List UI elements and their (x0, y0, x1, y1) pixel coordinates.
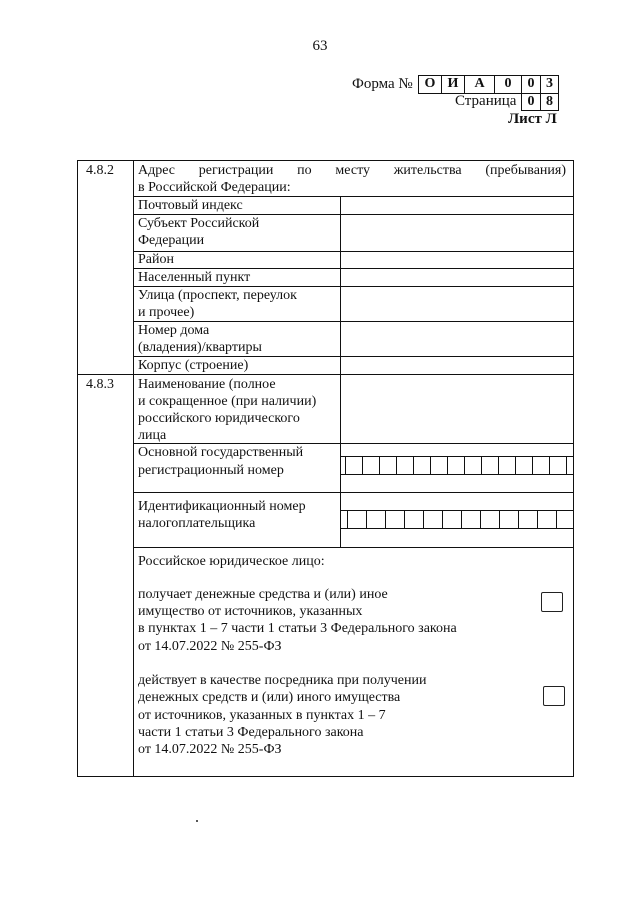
org-name-label: российского юридического (138, 411, 300, 426)
option-intermediary-text: денежных средств и (или) иного имущества (138, 690, 401, 705)
ogrn-label: регистрационный номер (138, 463, 284, 478)
inn-cell-divider (423, 510, 424, 528)
sheet-label: Лист Л (508, 111, 557, 127)
postal-code-field[interactable] (342, 197, 572, 213)
inn-cell-divider (499, 510, 500, 528)
inn-cell-divider (404, 510, 405, 528)
option-intermediary-text: от источников, указанных в пунктах 1 – 7 (138, 708, 386, 723)
option-receives-text: от 14.07.2022 № 255-ФЗ (138, 639, 282, 654)
ogrn-cell-divider (345, 456, 346, 474)
section-title-482-cont: в Российской Федерации: (138, 180, 291, 195)
option-receives-text: получает денежные средства и (или) иное (138, 587, 388, 602)
inn-cell-divider (366, 510, 367, 528)
option-intermediary-text: части 1 статьи 3 Федерального закона (138, 725, 364, 740)
receives-funds-checkbox[interactable] (541, 592, 563, 612)
inn-cell-divider (461, 510, 462, 528)
row-line (133, 492, 573, 493)
district-field[interactable] (342, 252, 572, 267)
option-intermediary-text: действует в качестве посредника при получении (138, 673, 427, 688)
row-line (340, 456, 573, 457)
form-code-cell: А (464, 75, 494, 94)
street-label: Улица (проспект, переулок (138, 288, 297, 303)
section-number-482: 4.8.2 (86, 163, 114, 178)
page-code-cell: 8 (540, 93, 559, 111)
form-code-cell: И (441, 75, 465, 94)
postal-code-label: Почтовый индекс (138, 198, 243, 213)
form-code-cell: 3 (540, 75, 559, 94)
inn-cell-divider (347, 510, 348, 528)
row-line (340, 510, 573, 511)
section-title-482: Адрес регистрации по месту жительства (пребывания) (138, 163, 566, 178)
section-number-483: 4.8.3 (86, 377, 114, 392)
ogrn-cell-divider (498, 456, 499, 474)
inn-cell-divider (518, 510, 519, 528)
table-right-border (573, 160, 574, 777)
page-label: Страница (455, 93, 517, 109)
ogrn-cell-divider (515, 456, 516, 474)
ogrn-cell-divider (447, 456, 448, 474)
intermediary-checkbox[interactable] (543, 686, 565, 706)
inn-cell-divider (556, 510, 557, 528)
locality-field[interactable] (342, 269, 572, 285)
org-name-field[interactable] (342, 376, 572, 442)
label-value-divider-482 (340, 196, 341, 374)
inn-label: Идентификационный номер (138, 499, 306, 514)
inn-cell-divider (480, 510, 481, 528)
ogrn-cell-divider (549, 456, 550, 474)
street-label-cont: и прочее) (138, 305, 195, 320)
org-name-label: и сокращенное (при наличии) (138, 394, 317, 409)
street-field[interactable] (342, 287, 572, 320)
ogrn-cell-divider (430, 456, 431, 474)
ogrn-label: Основной государственный (138, 445, 304, 460)
building-label: Корпус (строение) (138, 358, 249, 373)
legal-entity-label: Российское юридическое лицо: (138, 554, 325, 569)
form-number-label: Форма № (352, 76, 413, 92)
option-intermediary-text: от 14.07.2022 № 255-ФЗ (138, 742, 282, 757)
subject-label: Субъект Российской (138, 216, 260, 231)
ogrn-cell-divider (464, 456, 465, 474)
house-field[interactable] (342, 322, 572, 355)
form-code-cell: О (418, 75, 442, 94)
form-code-cell: 0 (521, 75, 541, 94)
ogrn-cell-divider (481, 456, 482, 474)
subject-label-cont: Федерации (138, 233, 205, 248)
page-number: 63 (312, 38, 328, 54)
inn-cell-divider (442, 510, 443, 528)
inn-cell-divider (537, 510, 538, 528)
label-value-divider-483 (340, 374, 341, 548)
ogrn-cell-divider (532, 456, 533, 474)
row-line (340, 528, 573, 529)
form-code-cell: 0 (494, 75, 522, 94)
org-name-label: лица (138, 428, 167, 443)
table-left-border (77, 160, 78, 777)
house-label: Номер дома (138, 323, 210, 338)
district-label: Район (138, 252, 174, 267)
number-column-divider (133, 160, 134, 777)
locality-label: Населенный пункт (138, 270, 251, 285)
table-bottom-border (77, 776, 574, 777)
building-field[interactable] (342, 357, 572, 373)
row-line (133, 547, 573, 548)
table-top-border (77, 160, 574, 161)
org-name-label: Наименование (полное (138, 377, 276, 392)
ogrn-cell-divider (362, 456, 363, 474)
option-receives-text: в пунктах 1 – 7 части 1 статьи 3 Федерального закона (138, 621, 457, 636)
subject-field[interactable] (342, 215, 572, 250)
inn-cell-divider (385, 510, 386, 528)
inn-label: налогоплательщика (138, 516, 256, 531)
option-receives-text: имущество от источников, указанных (138, 604, 363, 619)
ogrn-cell-divider (396, 456, 397, 474)
ogrn-cell-divider (379, 456, 380, 474)
page-code-cell: 0 (521, 93, 541, 111)
house-label-cont: (владения)/квартиры (138, 340, 262, 355)
scan-speck (196, 820, 198, 822)
row-line (340, 474, 573, 475)
ogrn-cell-divider (566, 456, 567, 474)
ogrn-cell-divider (413, 456, 414, 474)
